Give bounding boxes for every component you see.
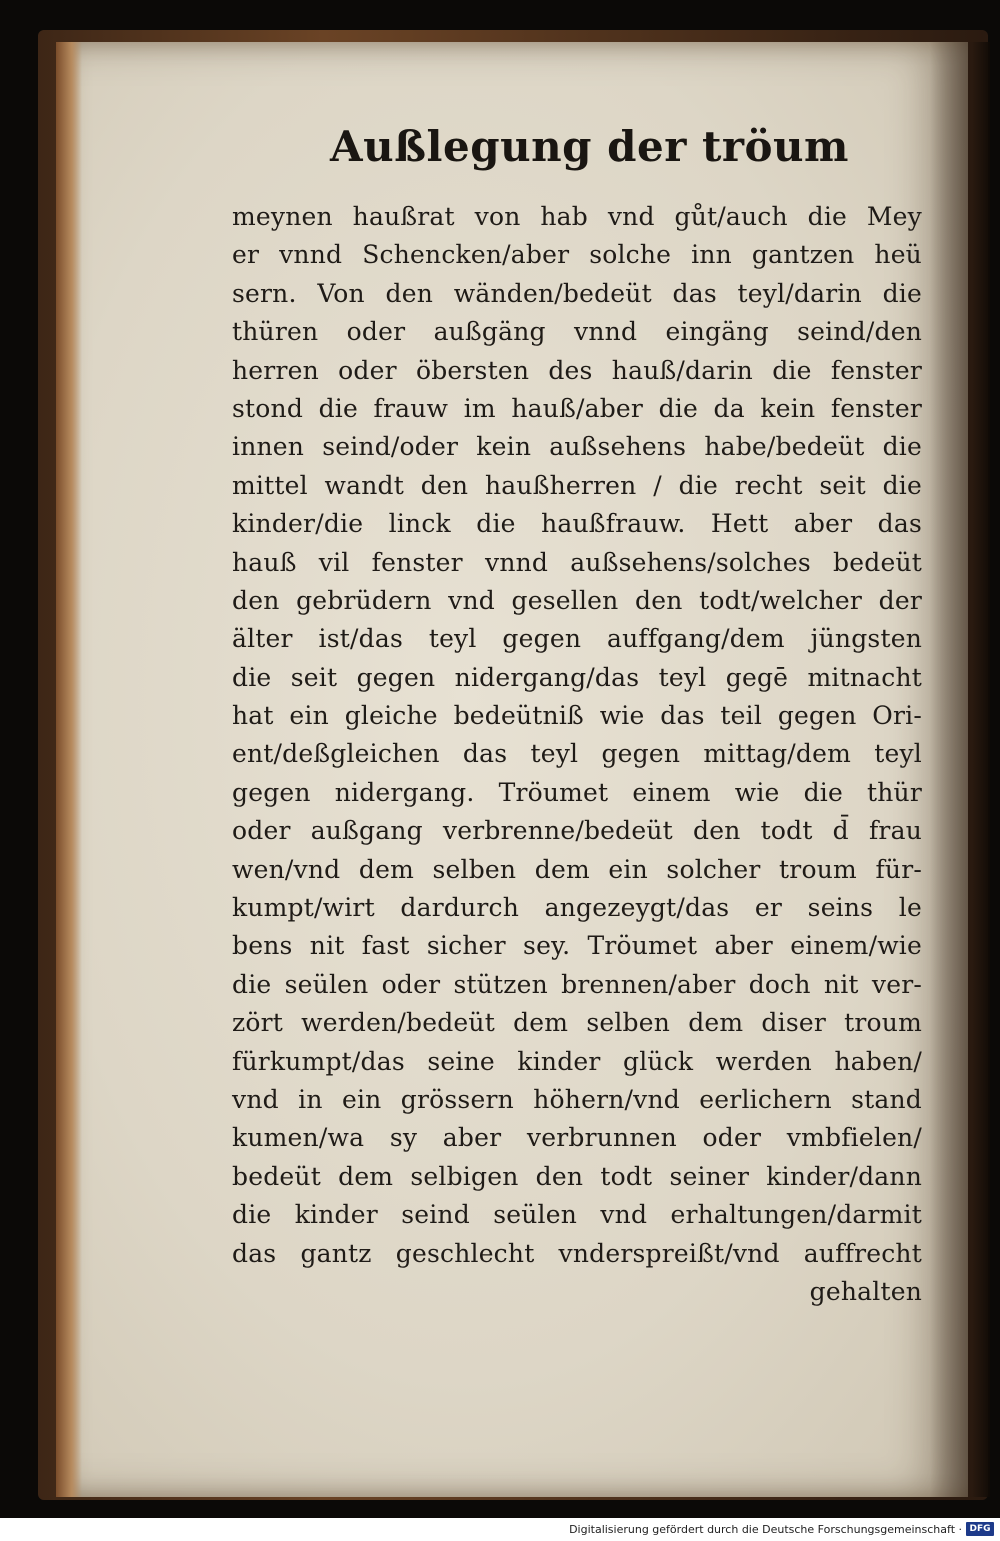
text-line: wen/vnd dem selben dem ein solcher troum für- (232, 854, 922, 884)
text-line: sern. Von den wänden/bedeüt das teyl/darin die (232, 278, 922, 308)
footer-bar (0, 1518, 1000, 1541)
text-line: bens nit fast sicher sey. Tröumet aber einem/wie (232, 931, 922, 961)
text-line: ent/deßgleichen das teyl gegen mittag/dem teyl (232, 739, 922, 769)
text-line: fürkumpt/das seine kinder glück werden haben/ (232, 1046, 922, 1076)
text-line: kinder/die linck die haußfrauw. Hett aber das (232, 509, 922, 539)
text-line: er vnnd Schencken/aber solche inn gantzen heü (232, 240, 922, 270)
text-line: vnd in ein grössern höhern/vnd eerlichern stand (232, 1084, 922, 1114)
text-line: stond die frauw im hauß/aber die da kein fenster (232, 393, 922, 423)
text-line: meynen haußrat von hab vnd gůt/auch die Mey (232, 202, 922, 231)
text-line: mittel wandt den haußherren / die recht seit die (232, 470, 922, 500)
text-line: die seit gegen nidergang/das teyl gegē mitnacht (232, 662, 922, 692)
text-line: kumpt/wirt dardurch angezeygt/das er seins le (232, 893, 922, 923)
text-line: das gantz geschlecht vnderspreißt/vnd auffrecht (232, 1238, 922, 1268)
page-body (232, 198, 922, 1311)
text-line: oder außgang verbrenne/bedeüt den todt d̄ frau (232, 816, 922, 846)
text-line: den gebrüdern vnd gesellen den todt/welcher der (232, 585, 922, 615)
text-line: hauß vil fenster vnnd außsehens/solches bedeüt (232, 547, 922, 577)
running-header: Außlegung der tröum (330, 122, 849, 171)
catchword: gehalten (809, 1276, 922, 1306)
page-edge-shadow (930, 42, 990, 1497)
text-line: hat ein gleiche bedeütniß wie das teil gegen Ori- (232, 701, 922, 731)
text-line: die seülen oder stützen brennen/aber doch nit ver- (232, 969, 922, 999)
text-line: zört werden/bedeüt dem selben dem diser troum (232, 1008, 922, 1038)
text-line: thüren oder außgäng vnnd eingäng seind/den (232, 317, 922, 347)
text-line: gegen nidergang. Tröumet einem wie die thür (232, 777, 922, 807)
page-gutter (56, 42, 82, 1497)
text-line: bedeüt dem selbigen den todt seiner kinder/dann (232, 1161, 922, 1191)
text-line: kumen/wa sy aber verbrunnen oder vmbfielen/ (232, 1123, 922, 1153)
text-line: älter ist/das teyl gegen auffgang/dem jüngsten (232, 624, 922, 654)
text-line: innen seind/oder kein außsehens habe/bedeüt die (232, 432, 922, 462)
dfg-logo: DFG (966, 1522, 994, 1536)
funding-credit: Digitalisierung gefördert durch die Deutsche Forschungsgemeinschaft · (569, 1523, 962, 1536)
text-line: herren oder öbersten des hauß/darin die fenster (232, 355, 922, 385)
text-line: die kinder seind seülen vnd erhaltungen/darmit (232, 1200, 922, 1230)
